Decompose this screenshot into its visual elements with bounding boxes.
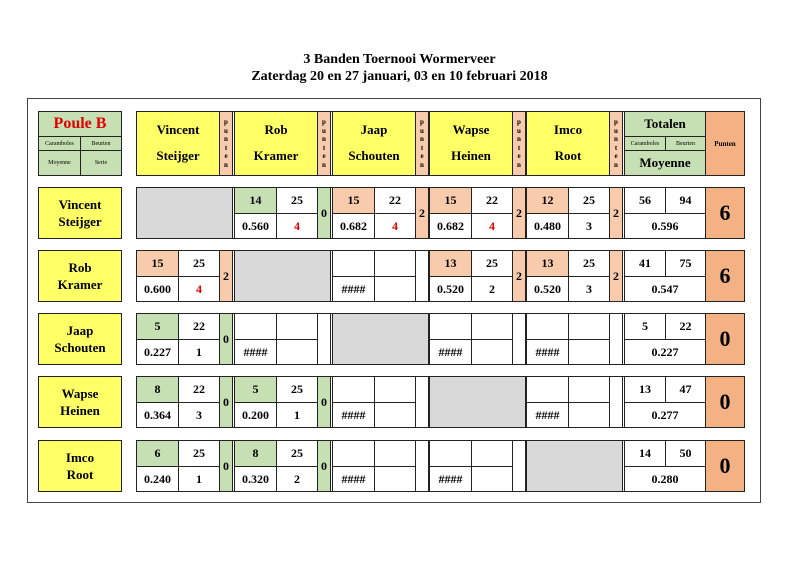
punten-vertical-label	[513, 112, 525, 175]
page-title: 3 Banden Toernooi Wormerveer	[303, 52, 496, 67]
match-moyenne: ####	[333, 402, 374, 427]
row-player-1	[38, 187, 122, 239]
punten-letter: t	[517, 143, 521, 152]
match-cell	[234, 376, 318, 428]
punten-letter: t	[322, 143, 326, 152]
match-serie	[568, 402, 609, 427]
header-player-first-name: Jaap	[360, 122, 388, 137]
match-caramboles: 13	[527, 251, 568, 276]
match-cell	[136, 440, 220, 492]
header-punten-column-4	[512, 111, 526, 176]
header-player-last-name: Root	[554, 148, 582, 163]
punten-vertical-label	[318, 112, 330, 175]
match-beurten	[471, 314, 512, 339]
row-player-name	[39, 188, 121, 238]
match-serie: 4	[471, 213, 512, 238]
match-serie: 4	[178, 276, 219, 301]
match-points: 0	[317, 187, 331, 239]
totals-caramboles: 14	[639, 446, 651, 460]
match-beurten	[471, 441, 512, 466]
match-caramboles	[333, 251, 374, 276]
punten-letter: p	[517, 118, 521, 126]
match-beurten	[568, 314, 609, 339]
match-points: 0	[219, 440, 233, 492]
row-totals	[624, 313, 706, 365]
row-totals	[624, 440, 706, 492]
totals-beurten: 75	[665, 251, 705, 276]
totals-moyenne: 0.227	[625, 339, 705, 364]
row-player-name	[39, 441, 121, 491]
match-moyenne: 0.240	[137, 466, 178, 491]
totals-moyenne: 0.547	[625, 276, 705, 301]
header-player-last-name: Steijger	[156, 148, 200, 163]
row-player-last-name: Heinen	[60, 403, 100, 418]
match-beurten: 25	[178, 251, 219, 276]
totals-beurten: 50	[665, 441, 705, 466]
poule-moyenne-label: Moyenne	[39, 150, 80, 175]
match-points	[317, 313, 331, 365]
totalen-header	[624, 111, 706, 176]
totals-caramboles: 56	[639, 193, 651, 207]
header-punten-column-3	[415, 111, 429, 176]
match-caramboles	[527, 314, 568, 339]
match-caramboles	[333, 441, 374, 466]
punten-letter: n	[322, 135, 326, 143]
punten-letter: n	[224, 135, 228, 143]
header-player-1	[136, 111, 220, 176]
totals-caramboles: 13	[639, 382, 651, 396]
match-serie	[374, 466, 415, 491]
match-serie: 3	[178, 402, 219, 427]
match-cell	[429, 440, 513, 492]
match-caramboles: 12	[527, 188, 568, 213]
header-player-2	[234, 111, 318, 176]
match-cell	[526, 250, 610, 302]
header-punten-column-5	[609, 111, 623, 176]
row-player-first-name: Vincent	[58, 197, 102, 212]
match-caramboles: 15	[333, 188, 374, 213]
punten-letter: e	[420, 152, 424, 160]
match-beurten: 25	[276, 188, 317, 213]
punten-letter: e	[322, 152, 326, 160]
match-cell	[136, 250, 220, 302]
poule-caramboles-label: Caramboles	[39, 136, 80, 150]
row-player-last-name: Kramer	[57, 277, 103, 292]
totals-moyenne: 0.277	[625, 402, 705, 427]
punten-letter: e	[224, 152, 228, 160]
header-punten-column-2	[317, 111, 331, 176]
match-beurten: 25	[568, 188, 609, 213]
match-serie	[276, 339, 317, 364]
match-moyenne: 0.682	[333, 213, 374, 238]
row-player-name	[39, 251, 121, 301]
row-player-name	[39, 377, 121, 427]
header-player-5	[526, 111, 610, 176]
punten-vertical-label	[220, 112, 232, 175]
match-beurten: 25	[178, 441, 219, 466]
match-points	[609, 376, 623, 428]
match-caramboles: 5	[137, 314, 178, 339]
row-punten: 0	[705, 440, 745, 492]
punten-header-label: Punten	[714, 139, 736, 148]
match-moyenne: ####	[235, 339, 276, 364]
header-player-last-name: Schouten	[348, 148, 400, 163]
punten-letter: u	[322, 126, 326, 135]
match-moyenne: 0.227	[137, 339, 178, 364]
punten-letter: t	[224, 143, 228, 152]
match-caramboles: 6	[137, 441, 178, 466]
match-serie	[471, 466, 512, 491]
match-cell	[234, 313, 318, 365]
punten-letter: u	[614, 126, 618, 135]
match-caramboles: 8	[235, 441, 276, 466]
self-match-cell	[136, 187, 233, 239]
poule-label: Poule B	[53, 115, 107, 132]
match-cell	[234, 187, 318, 239]
punten-header	[705, 111, 745, 176]
poule-box	[38, 111, 122, 176]
self-match-cell	[526, 440, 623, 492]
match-cell	[526, 376, 610, 428]
match-serie	[374, 276, 415, 301]
match-beurten: 25	[471, 251, 512, 276]
self-match-cell	[429, 376, 526, 428]
self-match-cell	[234, 250, 331, 302]
page-subtitle: Zaterdag 20 en 27 januari, 03 en 10 februari 2018	[251, 69, 548, 84]
match-caramboles: 14	[235, 188, 276, 213]
punten-letter: t	[614, 143, 618, 152]
header-player-4	[429, 111, 513, 176]
row-player-last-name: Root	[66, 467, 94, 482]
match-beurten: 25	[276, 377, 317, 402]
punten-letter: e	[614, 152, 618, 160]
match-caramboles	[527, 377, 568, 402]
match-moyenne: ####	[527, 402, 568, 427]
match-points: 0	[317, 376, 331, 428]
match-serie: 1	[276, 402, 317, 427]
match-cell	[429, 250, 513, 302]
match-cell	[332, 187, 416, 239]
match-caramboles: 15	[137, 251, 178, 276]
row-punten: 0	[705, 376, 745, 428]
match-serie	[471, 339, 512, 364]
match-beurten	[374, 251, 415, 276]
match-serie: 1	[178, 466, 219, 491]
match-moyenne: ####	[333, 276, 374, 301]
match-cell	[234, 440, 318, 492]
punten-letter: p	[322, 118, 326, 126]
row-player-first-name: Jaap	[66, 323, 94, 338]
punten-letter: u	[420, 126, 424, 135]
punten-vertical-label	[610, 112, 622, 175]
match-cell	[332, 376, 416, 428]
header-punten-column-1	[219, 111, 233, 176]
match-beurten	[276, 314, 317, 339]
header-player-first-name: Vincent	[156, 122, 200, 137]
match-moyenne: ####	[333, 466, 374, 491]
match-points: 0	[317, 440, 331, 492]
row-totals	[624, 376, 706, 428]
match-cell	[429, 187, 513, 239]
punten-letter: n	[614, 135, 618, 143]
punten-letter: n	[322, 160, 326, 169]
match-moyenne: 0.520	[527, 276, 568, 301]
punten-letter: n	[517, 135, 521, 143]
row-player-4	[38, 376, 122, 428]
match-caramboles: 13	[430, 251, 471, 276]
punten-letter: p	[224, 118, 228, 126]
match-moyenne: ####	[430, 339, 471, 364]
match-moyenne: 0.200	[235, 402, 276, 427]
match-serie	[568, 339, 609, 364]
match-points: 2	[512, 250, 526, 302]
row-player-first-name: Imco	[65, 450, 95, 465]
match-serie: 4	[374, 213, 415, 238]
match-beurten: 25	[568, 251, 609, 276]
poule-serie-label: Serie	[80, 150, 121, 175]
header-player-last-name: Heinen	[451, 148, 491, 163]
match-moyenne: 0.480	[527, 213, 568, 238]
poule-beurten-label: Beurten	[80, 136, 121, 150]
row-player-2	[38, 250, 122, 302]
match-moyenne: 0.682	[430, 213, 471, 238]
match-cell	[332, 440, 416, 492]
totals-caramboles: 41	[639, 256, 651, 270]
row-totals	[624, 187, 706, 239]
totalen-beurten-label: Beurten	[665, 136, 705, 150]
totals-beurten: 47	[665, 377, 705, 402]
punten-letter: n	[614, 160, 618, 169]
totalen-label: Totalen	[644, 116, 686, 131]
match-serie: 3	[568, 276, 609, 301]
match-caramboles	[235, 314, 276, 339]
match-points: 2	[219, 250, 233, 302]
match-beurten: 22	[178, 314, 219, 339]
punten-letter: u	[224, 126, 228, 135]
punten-letter: t	[420, 143, 424, 152]
punten-letter: p	[420, 118, 424, 126]
match-cell	[332, 250, 416, 302]
row-player-first-name: Wapse	[61, 386, 99, 401]
header-player-first-name: Imco	[553, 122, 583, 137]
match-beurten: 22	[471, 188, 512, 213]
row-punten: 6	[705, 187, 745, 239]
row-player-5	[38, 440, 122, 492]
row-player-last-name: Schouten	[54, 340, 106, 355]
match-points	[512, 313, 526, 365]
row-punten: 0	[705, 313, 745, 365]
row-player-last-name: Steijger	[58, 214, 102, 229]
punten-letter: n	[420, 135, 424, 143]
match-cell	[526, 187, 610, 239]
match-points: 2	[512, 187, 526, 239]
totals-moyenne: 0.280	[625, 466, 705, 491]
punten-letter: e	[517, 152, 521, 160]
match-points: 0	[219, 313, 233, 365]
match-serie: 3	[568, 213, 609, 238]
totalen-caramboles-label: Caramboles	[625, 136, 665, 150]
match-cell	[429, 313, 513, 365]
row-totals	[624, 250, 706, 302]
match-points	[512, 440, 526, 492]
match-serie: 2	[276, 466, 317, 491]
match-caramboles: 8	[137, 377, 178, 402]
match-serie: 2	[471, 276, 512, 301]
match-points	[609, 313, 623, 365]
totals-moyenne: 0.596	[625, 213, 705, 238]
match-serie: 4	[276, 213, 317, 238]
match-points: 0	[219, 376, 233, 428]
match-beurten	[374, 377, 415, 402]
match-beurten: 22	[374, 188, 415, 213]
row-player-first-name: Rob	[68, 260, 92, 275]
totals-beurten: 22	[665, 314, 705, 339]
match-caramboles	[430, 314, 471, 339]
match-moyenne: 0.600	[137, 276, 178, 301]
row-player-3	[38, 313, 122, 365]
totals-beurten: 94	[665, 188, 705, 213]
match-cell	[136, 376, 220, 428]
match-points: 2	[609, 187, 623, 239]
match-caramboles: 5	[235, 377, 276, 402]
match-caramboles	[430, 441, 471, 466]
punten-letter: p	[614, 118, 618, 126]
match-beurten	[568, 377, 609, 402]
match-beurten: 22	[178, 377, 219, 402]
match-points: 2	[415, 187, 429, 239]
totalen-moyenne-label: Moyenne	[625, 150, 705, 175]
match-points	[415, 376, 429, 428]
header-player-first-name: Wapse	[452, 122, 490, 137]
match-moyenne: 0.320	[235, 466, 276, 491]
header-player-3	[332, 111, 416, 176]
match-beurten	[374, 441, 415, 466]
match-caramboles	[333, 377, 374, 402]
row-player-name	[39, 314, 121, 364]
row-punten: 6	[705, 250, 745, 302]
match-serie: 1	[178, 339, 219, 364]
punten-vertical-label	[416, 112, 428, 175]
match-moyenne: 0.364	[137, 402, 178, 427]
match-moyenne: ####	[527, 339, 568, 364]
match-beurten: 25	[276, 441, 317, 466]
match-moyenne: ####	[430, 466, 471, 491]
match-moyenne: 0.560	[235, 213, 276, 238]
punten-letter: n	[224, 160, 228, 169]
punten-letter: n	[420, 160, 424, 169]
match-points: 2	[609, 250, 623, 302]
match-points	[415, 250, 429, 302]
totals-caramboles: 5	[642, 319, 648, 333]
punten-letter: n	[517, 160, 521, 169]
punten-letter: u	[517, 126, 521, 135]
match-moyenne: 0.520	[430, 276, 471, 301]
self-match-cell	[332, 313, 429, 365]
match-points	[415, 440, 429, 492]
match-caramboles: 15	[430, 188, 471, 213]
header-player-last-name: Kramer	[253, 148, 299, 163]
match-serie	[374, 402, 415, 427]
header-player-first-name: Rob	[264, 122, 288, 137]
match-cell	[136, 313, 220, 365]
match-cell	[526, 313, 610, 365]
